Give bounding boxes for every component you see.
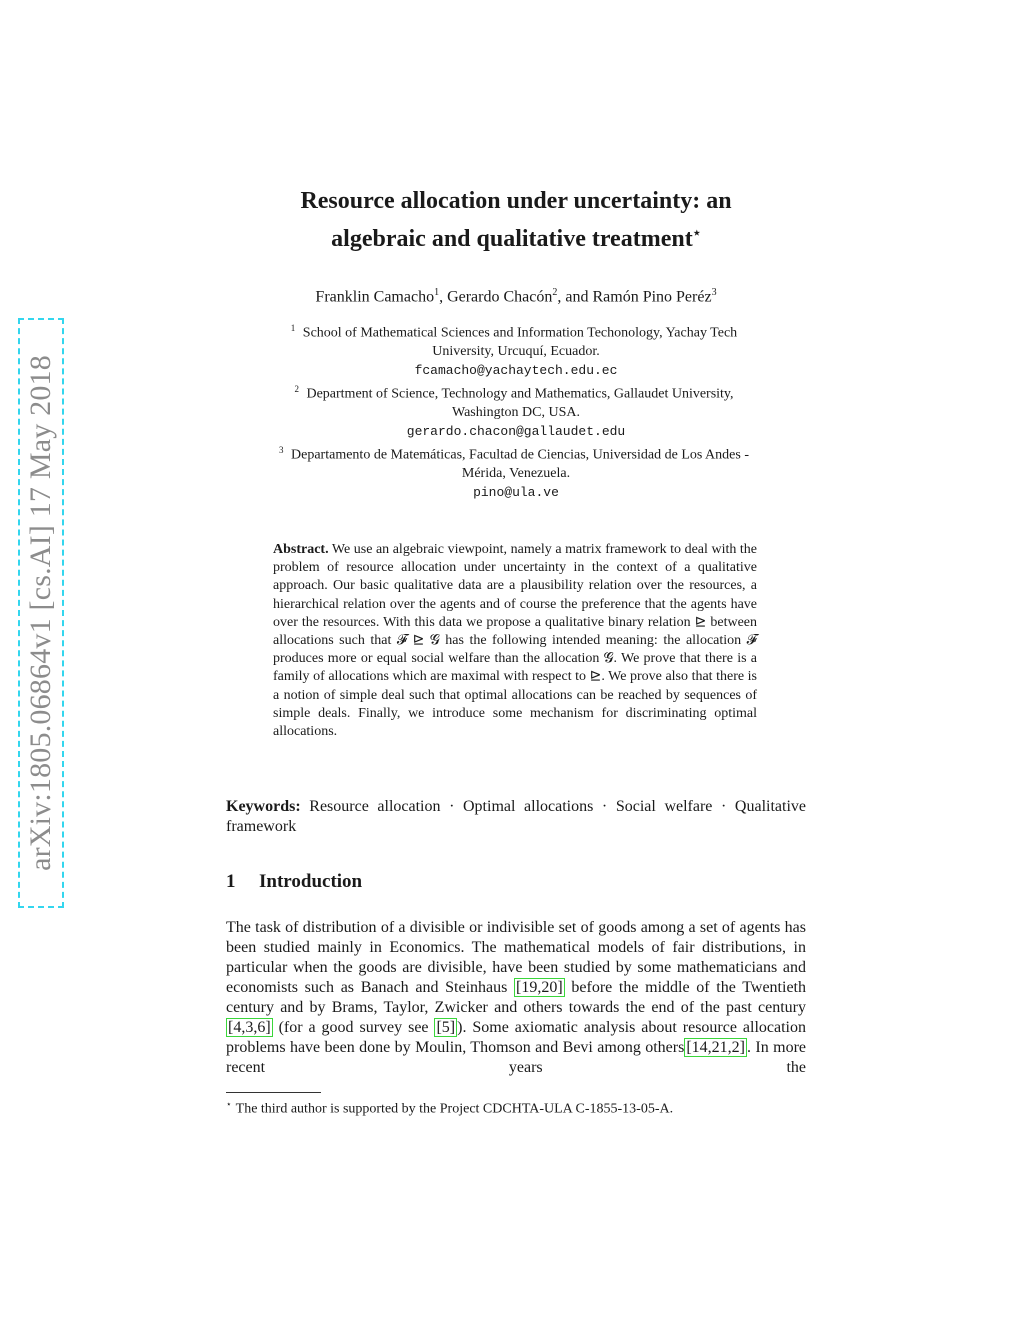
author-affil-mark: 1 <box>434 287 440 298</box>
author-separator: , and <box>557 288 593 306</box>
section-title: Introduction <box>259 871 363 892</box>
affiliation-line: Washington DC, USA. <box>452 405 580 421</box>
affiliation-line <box>226 380 806 404</box>
citation-link[interactable]: [14,21,2] <box>686 1039 745 1056</box>
arxiv-stamp-text: arXiv:1805.06864v1 [cs.AI] 17 May 2018 <box>24 355 57 871</box>
section-number: 1 <box>226 871 236 892</box>
footnote-mark: ⋆ <box>226 1099 232 1109</box>
intro-text: ). Some axiomatic analysis about resource allocation problems have been done by Moulin, Thomson and Bevi among others <box>226 1019 806 1056</box>
affiliation-line: University, Urcuquí, Ecuador. <box>432 344 600 360</box>
affiliation-line <box>226 441 806 465</box>
title-line-2 <box>226 217 806 255</box>
citation-link[interactable]: [19,20] <box>516 979 563 996</box>
author-list <box>226 282 806 308</box>
affiliation-number: 2 <box>294 384 299 395</box>
author-affil-mark: 3 <box>711 287 717 298</box>
affiliation-text: Department of Science, Technology and Mathematics, Gallaudet University, <box>306 386 734 402</box>
author-name: Gerardo Chacón <box>447 288 553 306</box>
intro-text: (for a good survey see <box>272 1019 435 1036</box>
footnote-rule <box>226 1092 321 1093</box>
affiliation-text: School of Mathematical Sciences and Information Techonology, Yachay Tech <box>302 325 738 341</box>
abstract-heading: Abstract. <box>273 542 329 557</box>
affiliation-text: Departamento de Matemáticas, Facultad de Ciencias, Universidad de Los Andes - <box>291 447 749 463</box>
paper-title <box>226 186 806 255</box>
affiliation-number: 3 <box>279 445 284 456</box>
intro-text: The task of distribution of a divisible or indivisible set of goods among a set of agents has been studied mainly in Economics. The mathematical models of fair distributions, in particular when the goods are divisible, have been studied by some mathematicians and economists such as Banach and Steinhaus <box>226 919 806 996</box>
intro-text: . In more recent years the <box>226 1039 807 1076</box>
affiliation-number: 1 <box>290 323 296 333</box>
section-heading <box>226 871 362 893</box>
title-line-2-text: algebraic and qualitative treatment <box>331 226 693 252</box>
abstract <box>273 541 757 741</box>
keywords <box>226 797 806 837</box>
author-name: Ramón Pino Peréz <box>592 288 712 306</box>
author-name: Franklin Camacho <box>315 288 435 306</box>
title-line-1: Resource allocation under uncertainty: an <box>300 188 732 214</box>
footnote <box>226 1095 673 1119</box>
keywords-heading: Keywords: <box>226 798 301 815</box>
author-separator: , <box>439 288 448 306</box>
footnote-text: The third author is supported by the Project CDCHTA-ULA C-1855-13-05-A. <box>235 1101 674 1117</box>
title-footnote-mark: ⋆ <box>692 225 701 240</box>
citation-link[interactable]: [5] <box>436 1019 456 1036</box>
author-email: fcamacho@yachaytech.edu.ec <box>414 362 618 378</box>
author-affil-mark: 2 <box>552 287 558 298</box>
intro-text: before the middle of the Twentieth century and by Brams, Taylor, Zwicker and others towards the end of the past century <box>226 979 806 1016</box>
intro-paragraph <box>226 918 806 1078</box>
author-email: pino@ula.ve <box>473 484 559 500</box>
citation-link[interactable]: [4,3,6] <box>228 1019 271 1036</box>
affiliations <box>226 319 806 502</box>
keywords-text: Resource allocation · Optimal allocations · Social welfare · Qualitative framework <box>226 798 807 835</box>
affiliation-line: Mérida, Venezuela. <box>461 466 571 482</box>
author-email: gerardo.chacon@gallaudet.edu <box>406 423 626 439</box>
abstract-text: We use an algebraic viewpoint, namely a matrix framework to deal with the problem of resource allocation under uncertainty in the context of a qualitative approach. Our basic qualitative data are a plausibility relation over the resources, a hierarchical relation over the agents and of course the preference that the agents have over the resources. With this data we propose a qualitative binary relation ⊵ between allocations such that 𝓕 ⊵ 𝓖 has the following intended meaning: the allocation 𝓕 produces more or equal social welfare than the allocation 𝓖. We prove that there is a family of allocations which are maximal with respect to ⊵. We prove also that there is a notion of simple deal such that optimal allocations can be reached by sequences of simple deals. Finally, we introduce some mechanism for discriminating optimal allocations. <box>273 542 757 740</box>
affiliation-line <box>226 319 806 343</box>
